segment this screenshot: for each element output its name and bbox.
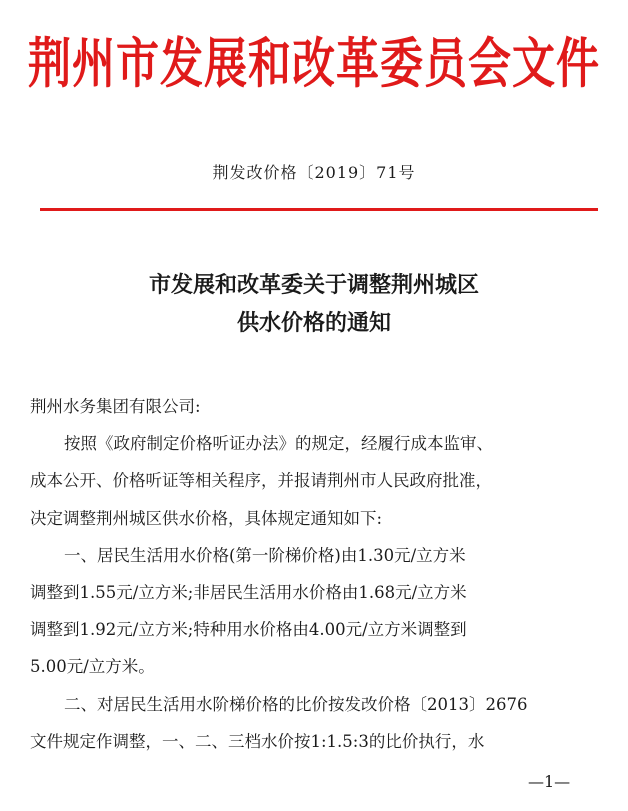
paragraph-line: 文件规定作调整，一、二、三档水价按1:1.5:3的比价执行，水: [30, 731, 485, 751]
paragraph-line: 调整到1.55元/立方米;非居民生活用水价格由1.68元/立方米: [30, 583, 467, 603]
document-title: [0, 266, 628, 342]
document-title-line-1: 市发展和改革委关于调整荆州城区: [148, 272, 479, 298]
paragraph-line: 成本公开、价格听证等相关程序，并报请荆州市人民政府批准，: [30, 471, 492, 491]
page-number: —1—: [528, 772, 571, 791]
paragraph-3: [30, 686, 605, 760]
document-title-line-2: 供水价格的通知: [236, 310, 391, 336]
addressee: 荆州水务集团有限公司:: [30, 397, 201, 416]
red-divider-line: [40, 208, 598, 211]
document-number: 荆发改价格〔2019〕71号: [212, 163, 416, 182]
paragraph-line: 二、对居民生活用水阶梯价格的比价按发改价格〔2013〕2676: [64, 694, 528, 714]
paragraph-2: [30, 537, 605, 686]
issuing-authority-header: 荆州市发展和改革委员会文件: [28, 33, 600, 96]
paragraph-line: 调整到1.92元/立方米;特种用水价格由4.00元/立方米调整到: [30, 620, 467, 640]
paragraph-line: 按照《政府制定价格听证办法》的规定，经履行成本监审、: [64, 434, 493, 454]
paragraph-1: [30, 425, 605, 537]
paragraph-line: 决定调整荆州城区供水价格，具体规定通知如下:: [30, 508, 383, 528]
paragraph-line: 一、居民生活用水价格(第一阶梯价格)由1.30元/立方米: [64, 545, 466, 565]
paragraph-line: 5.00元/立方米。: [30, 657, 155, 677]
document-body: [30, 388, 605, 760]
